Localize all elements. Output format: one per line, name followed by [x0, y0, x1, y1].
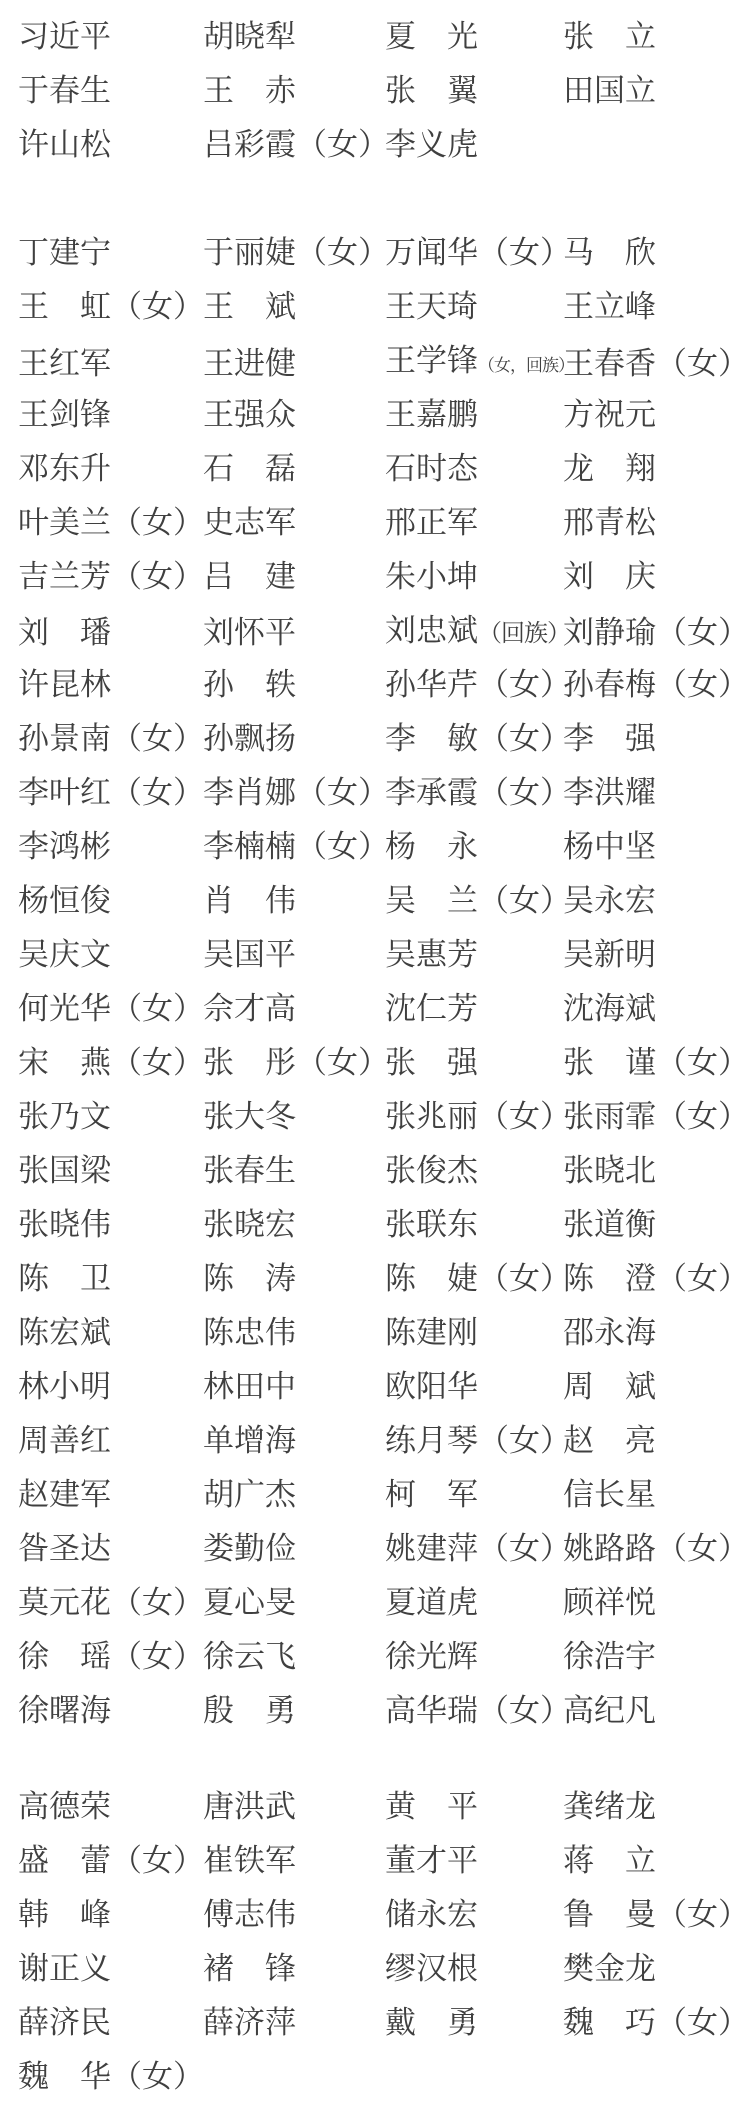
- person-name: 练月琴: [385, 1423, 478, 1458]
- name-cell: 黄 平: [385, 1789, 478, 1824]
- person-name: 张兆丽: [385, 1099, 478, 1134]
- gender-ethnicity-note: （女）: [111, 775, 204, 810]
- name-cell: 许山松: [18, 127, 111, 162]
- gender-ethnicity-note: （女）: [656, 1897, 749, 1932]
- name-cell: [18, 2050, 203, 2104]
- name-cell: [563, 1036, 750, 1090]
- person-name: 陈 婕: [385, 1261, 478, 1296]
- name-row: [0, 1414, 750, 1468]
- name-cell: [18, 280, 203, 334]
- gender-ethnicity-note: （女）: [478, 1261, 571, 1296]
- name-cell: 方祝元: [563, 397, 656, 432]
- gender-ethnicity-note: （女）: [656, 614, 749, 650]
- person-name: 李叶红: [18, 775, 111, 810]
- name-cell: 单增海: [203, 1423, 296, 1458]
- person-name: 孙华芹: [385, 667, 478, 702]
- name-cell: 佘才高: [203, 991, 296, 1026]
- name-cell: 吴国平: [203, 937, 296, 972]
- name-row: [0, 2050, 750, 2104]
- name-cell: [385, 1522, 571, 1576]
- name-row: [0, 766, 750, 820]
- gender-ethnicity-note: （女）: [656, 2005, 749, 2040]
- gender-ethnicity-note: （女）: [656, 1531, 749, 1566]
- person-name: 刘忠斌: [385, 613, 478, 648]
- name-cell: 邢正军: [385, 505, 478, 540]
- name-cell: 崔铁军: [203, 1843, 296, 1878]
- name-row: [0, 1780, 750, 1834]
- name-cell: [18, 712, 203, 766]
- gender-ethnicity-note: （女）: [111, 289, 204, 324]
- section-gap: [0, 1738, 750, 1780]
- name-cell: 石 磊: [203, 451, 296, 486]
- name-cell: [385, 1684, 571, 1738]
- name-cell: [18, 496, 203, 550]
- name-row: [0, 1252, 750, 1306]
- name-cell: [563, 1090, 750, 1144]
- name-cell: 谢正义: [18, 1951, 111, 1986]
- name-cell: 张道衡: [563, 1207, 656, 1242]
- name-cell: 胡晓犁: [203, 19, 296, 54]
- gender-ethnicity-note: （女）: [656, 667, 749, 702]
- name-row: [0, 442, 750, 496]
- name-row: [0, 1306, 750, 1360]
- name-cell: 周善红: [18, 1423, 111, 1458]
- name-row: [0, 820, 750, 874]
- name-cell: 张俊杰: [385, 1153, 478, 1188]
- name-row: [0, 496, 750, 550]
- name-cell: [385, 334, 574, 393]
- name-cell: 张春生: [203, 1153, 296, 1188]
- name-row: [0, 712, 750, 766]
- name-cell: [18, 550, 203, 604]
- name-cell: 信长星: [563, 1477, 656, 1512]
- name-cell: 董才平: [385, 1843, 478, 1878]
- person-name: 李承霞: [385, 775, 478, 810]
- name-cell: 徐曙海: [18, 1693, 111, 1728]
- name-cell: 夏 光: [385, 19, 478, 54]
- name-cell: 林田中: [203, 1369, 296, 1404]
- name-cell: 李鸿彬: [18, 829, 111, 864]
- name-cell: [563, 1996, 750, 2050]
- name-cell: 徐光辉: [385, 1639, 478, 1674]
- name-cell: [203, 118, 389, 172]
- name-cell: [385, 712, 571, 766]
- name-cell: 龚绪龙: [563, 1789, 656, 1824]
- person-name: 孙景南: [18, 721, 111, 756]
- name-row: [0, 1360, 750, 1414]
- name-row: [0, 64, 750, 118]
- person-name: 于丽婕: [203, 235, 296, 270]
- name-cell: 王红军: [18, 345, 111, 381]
- name-row: [0, 1576, 750, 1630]
- name-cell: [563, 658, 750, 712]
- name-cell: [385, 658, 571, 712]
- name-row: [0, 1834, 750, 1888]
- name-cell: [563, 1252, 750, 1306]
- person-name: 盛 蕾: [18, 1843, 111, 1878]
- name-row: [0, 226, 750, 280]
- name-row: [0, 1888, 750, 1942]
- person-name: 吴 兰: [385, 883, 478, 918]
- name-cell: 丁建宁: [18, 235, 111, 270]
- name-row: [0, 1942, 750, 1996]
- name-cell: 韩 峰: [18, 1897, 111, 1932]
- name-cell: 朱小坤: [385, 559, 478, 594]
- gender-ethnicity-note: （女）: [296, 775, 389, 810]
- name-cell: [18, 1036, 203, 1090]
- person-name: 李 敏: [385, 721, 478, 756]
- gender-ethnicity-note: （女）: [478, 1099, 571, 1134]
- name-cell: 邢青松: [563, 505, 656, 540]
- name-cell: 张晓伟: [18, 1207, 111, 1242]
- name-cell: 杨中坚: [563, 829, 656, 864]
- name-cell: 石时态: [385, 451, 478, 486]
- name-cell: 史志军: [203, 505, 296, 540]
- name-cell: 习近平: [18, 19, 111, 54]
- gender-ethnicity-note: （女）: [656, 1099, 749, 1134]
- person-name: 魏 华: [18, 2059, 111, 2094]
- name-cell: 王剑锋: [18, 397, 111, 432]
- name-row: [0, 1036, 750, 1090]
- name-cell: [18, 1834, 203, 1888]
- name-cell: 薛济萍: [203, 2005, 296, 2040]
- name-cell: [385, 766, 571, 820]
- name-cell: 李义虎: [385, 127, 478, 162]
- name-cell: [563, 1522, 750, 1576]
- person-name: 李肖娜: [203, 775, 296, 810]
- name-cell: 褚 锋: [203, 1951, 296, 1986]
- gender-ethnicity-note: （女）: [478, 721, 571, 756]
- gender-ethnicity-note: （女）: [111, 2059, 204, 2094]
- name-cell: [203, 1036, 389, 1090]
- name-row: [0, 1144, 750, 1198]
- person-name: 魏 巧: [563, 2005, 656, 2040]
- name-cell: [203, 226, 389, 280]
- name-cell: 戴 勇: [385, 2005, 478, 2040]
- person-name: 王春香: [563, 345, 656, 381]
- name-cell: 张乃文: [18, 1099, 111, 1134]
- name-cell: 张大冬: [203, 1099, 296, 1134]
- name-cell: 昝圣达: [18, 1531, 111, 1566]
- person-name: 宋 燕: [18, 1045, 111, 1080]
- name-cell: [18, 1630, 203, 1684]
- name-cell: [385, 1090, 571, 1144]
- name-cell: 杨恒俊: [18, 883, 111, 918]
- name-cell: 徐云飞: [203, 1639, 296, 1674]
- person-name: 高华瑞: [385, 1693, 478, 1728]
- gender-ethnicity-note: （女）: [111, 1585, 204, 1620]
- name-cell: 王嘉鹏: [385, 397, 478, 432]
- name-row: [0, 334, 750, 388]
- person-name: 姚建萍: [385, 1531, 478, 1566]
- gender-ethnicity-note: （女）: [656, 345, 749, 381]
- name-row: [0, 1090, 750, 1144]
- name-cell: 李洪耀: [563, 775, 656, 810]
- name-cell: 田国立: [563, 73, 656, 108]
- person-name: 王 虹: [18, 289, 111, 324]
- name-cell: 赵 亮: [563, 1423, 656, 1458]
- name-row: [0, 118, 750, 172]
- name-cell: [203, 820, 389, 874]
- name-cell: 陈建刚: [385, 1315, 478, 1350]
- name-cell: 高德荣: [18, 1789, 111, 1824]
- name-cell: 张 翼: [385, 73, 478, 108]
- name-row: [0, 982, 750, 1036]
- person-name: 莫元花: [18, 1585, 111, 1620]
- name-cell: 孙飘扬: [203, 721, 296, 756]
- gender-ethnicity-note: （女）: [478, 1423, 571, 1458]
- person-name: 吉兰芳: [18, 559, 111, 594]
- name-cell: 龙 翔: [563, 451, 656, 486]
- name-cell: 陈 卫: [18, 1261, 111, 1296]
- name-row: [0, 1522, 750, 1576]
- gender-ethnicity-note: （女）: [296, 127, 389, 162]
- name-cell: 徐浩宇: [563, 1639, 656, 1674]
- gender-ethnicity-note: （女）: [656, 1045, 749, 1080]
- name-cell: 马 欣: [563, 235, 656, 270]
- gender-ethnicity-note: （女）: [478, 775, 571, 810]
- gender-ethnicity-note: （回族）: [478, 621, 570, 647]
- name-cell: 王 斌: [203, 289, 296, 324]
- name-cell: [385, 226, 571, 280]
- name-cell: 李 强: [563, 721, 656, 756]
- name-cell: 高纪凡: [563, 1693, 656, 1728]
- name-cell: 刘 庆: [563, 559, 656, 594]
- name-cell: 陈 涛: [203, 1261, 296, 1296]
- name-section-3: [0, 1780, 750, 2104]
- name-cell: 王天琦: [385, 289, 478, 324]
- name-cell: 邵永海: [563, 1315, 656, 1350]
- name-row: [0, 874, 750, 928]
- name-cell: 于春生: [18, 73, 111, 108]
- gender-ethnicity-note: （女）: [478, 1531, 571, 1566]
- name-cell: 陈忠伟: [203, 1315, 296, 1350]
- person-name: 张雨霏: [563, 1099, 656, 1134]
- name-cell: 储永宏: [385, 1897, 478, 1932]
- name-cell: 杨 永: [385, 829, 478, 864]
- name-row: [0, 1468, 750, 1522]
- name-cell: 张联东: [385, 1207, 478, 1242]
- name-cell: [385, 1252, 571, 1306]
- person-name: 姚路路: [563, 1531, 656, 1566]
- name-cell: [563, 337, 750, 391]
- name-cell: 吕 建: [203, 559, 296, 594]
- name-cell: 赵建军: [18, 1477, 111, 1512]
- name-cell: 胡广杰: [203, 1477, 296, 1512]
- name-cell: 许昆林: [18, 667, 111, 702]
- name-cell: 吴庆文: [18, 937, 111, 972]
- person-name: 万闻华: [385, 235, 478, 270]
- name-row: [0, 928, 750, 982]
- name-cell: 王强众: [203, 397, 296, 432]
- name-row: [0, 604, 750, 658]
- gender-ethnicity-note: （女）: [296, 1045, 389, 1080]
- name-cell: 张 立: [563, 19, 656, 54]
- name-cell: 孙 轶: [203, 667, 296, 702]
- name-cell: 吴新明: [563, 937, 656, 972]
- name-cell: [385, 604, 570, 661]
- name-cell: 吴惠芳: [385, 937, 478, 972]
- person-name: 叶美兰: [18, 505, 111, 540]
- name-cell: 张晓宏: [203, 1207, 296, 1242]
- gender-ethnicity-note: （女）: [111, 505, 204, 540]
- gender-ethnicity-note: （女）: [296, 829, 389, 864]
- name-cell: 沈仁芳: [385, 991, 478, 1026]
- person-name: 孙春梅: [563, 667, 656, 702]
- name-cell: [563, 606, 750, 660]
- person-name: 张 谨: [563, 1045, 656, 1080]
- person-name: 张 彤: [203, 1045, 296, 1080]
- gender-ethnicity-note: （女）: [478, 235, 571, 270]
- name-cell: 缪汉根: [385, 1951, 478, 1986]
- name-cell: 林小明: [18, 1369, 111, 1404]
- name-cell: 娄勤俭: [203, 1531, 296, 1566]
- name-cell: [18, 982, 203, 1036]
- name-cell: 傅志伟: [203, 1897, 296, 1932]
- name-row: [0, 1198, 750, 1252]
- name-row: [0, 550, 750, 604]
- name-cell: 张晓北: [563, 1153, 656, 1188]
- name-cell: 王立峰: [563, 289, 656, 324]
- name-row: [0, 388, 750, 442]
- gender-ethnicity-note: （女）: [111, 1045, 204, 1080]
- gender-ethnicity-note: （女）: [111, 991, 204, 1026]
- name-row: [0, 1684, 750, 1738]
- name-cell: 王进健: [203, 345, 296, 381]
- name-section-2: [0, 226, 750, 1738]
- name-cell: 张 强: [385, 1045, 478, 1080]
- name-row: [0, 658, 750, 712]
- name-cell: [563, 1888, 750, 1942]
- name-cell: 夏道虎: [385, 1585, 478, 1620]
- section-gap: [0, 172, 750, 226]
- name-cell: 夏心旻: [203, 1585, 296, 1620]
- gender-ethnicity-note: （女）: [296, 235, 389, 270]
- name-cell: [385, 1414, 571, 1468]
- gender-ethnicity-note: （女）: [111, 1843, 204, 1878]
- person-name: 徐 瑶: [18, 1639, 111, 1674]
- name-cell: 薛济民: [18, 2005, 111, 2040]
- gender-ethnicity-note: （女，回族）: [478, 356, 574, 375]
- name-row: [0, 1996, 750, 2050]
- person-name: 王学锋: [385, 343, 478, 378]
- name-cell: 殷 勇: [203, 1693, 296, 1728]
- name-row: [0, 10, 750, 64]
- person-name: 李楠楠: [203, 829, 296, 864]
- name-cell: 刘怀平: [203, 614, 296, 650]
- gender-ethnicity-note: （女）: [478, 1693, 571, 1728]
- name-cell: 吴永宏: [563, 883, 656, 918]
- person-name: 刘静瑜: [563, 614, 656, 650]
- name-cell: 刘 璠: [18, 614, 111, 650]
- name-cell: [203, 766, 389, 820]
- name-cell: 顾祥悦: [563, 1585, 656, 1620]
- gender-ethnicity-note: （女）: [478, 883, 571, 918]
- gender-ethnicity-note: （女）: [656, 1261, 749, 1296]
- name-cell: [18, 766, 203, 820]
- name-cell: [385, 874, 571, 928]
- gender-ethnicity-note: （女）: [111, 1639, 204, 1674]
- name-cell: 沈海斌: [563, 991, 656, 1026]
- person-name: 鲁 曼: [563, 1897, 656, 1932]
- name-cell: 蒋 立: [563, 1843, 656, 1878]
- name-cell: 唐洪武: [203, 1789, 296, 1824]
- name-cell: 柯 军: [385, 1477, 478, 1512]
- name-cell: [18, 1576, 203, 1630]
- person-name: 陈 澄: [563, 1261, 656, 1296]
- name-cell: 邓东升: [18, 451, 111, 486]
- person-name: 何光华: [18, 991, 111, 1026]
- person-name: 吕彩霞: [203, 127, 296, 162]
- name-row: [0, 1630, 750, 1684]
- gender-ethnicity-note: （女）: [111, 721, 204, 756]
- name-cell: 陈宏斌: [18, 1315, 111, 1350]
- gender-ethnicity-note: （女）: [478, 667, 571, 702]
- name-cell: 王 赤: [203, 73, 296, 108]
- name-cell: 肖 伟: [203, 883, 296, 918]
- name-section-1: [0, 10, 750, 172]
- name-cell: 张国梁: [18, 1153, 111, 1188]
- name-cell: 樊金龙: [563, 1951, 656, 1986]
- name-cell: 欧阳华: [385, 1369, 478, 1404]
- gender-ethnicity-note: （女）: [111, 559, 204, 594]
- name-cell: 周 斌: [563, 1369, 656, 1404]
- name-row: [0, 280, 750, 334]
